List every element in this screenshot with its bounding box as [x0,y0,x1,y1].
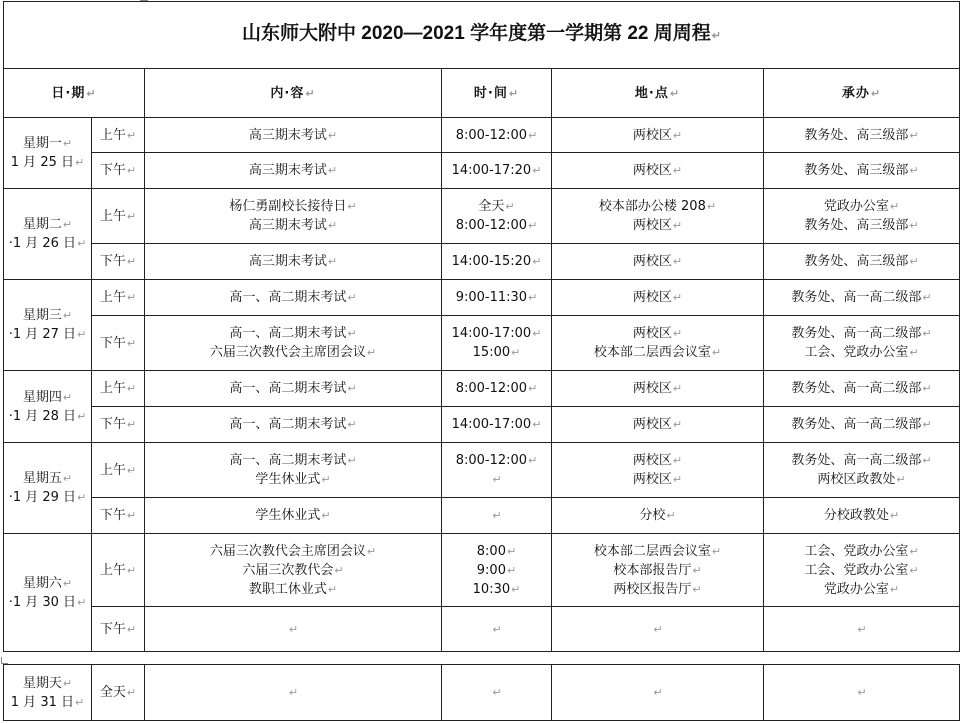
host-cell: 教务处、高三级部↵ [764,153,960,189]
sunday-half-cell: 全天↵ [92,665,145,721]
sunday-row [4,665,960,721]
place-cell: 两校区↵ [552,244,764,280]
place-cell: 两校区↵ [552,280,764,316]
half-day-cell: 下午↵ [92,407,145,443]
time-cell: ↵ [442,607,552,652]
content-cell: 高一、高二期末考试↵ 学生休业式↵ [145,443,442,498]
schedule-row [4,443,960,498]
header-place: 地·点↵ [552,69,764,118]
content-cell: 六届三次教代会主席团会议↵ 六届三次教代会↵ 教职工休业式↵ [145,534,442,607]
content-cell: 高一、高二期末考试↵ [145,280,442,316]
sunday-day-cell: 星期天↵ 1 月 31 日↵ [4,665,92,721]
schedule-row [4,189,960,244]
day-cell: 星期六↵ ·1 月 30 日↵ [4,534,92,652]
host-cell: 教务处、高一高二级部↵ [764,280,960,316]
schedule-table [3,1,960,652]
host-cell: 党政办公室↵ 教务处、高三级部↵ [764,189,960,244]
content-cell: 高三期末考试↵ [145,118,442,153]
time-cell: 14:00-17:00↵ 15:00↵ [442,316,552,371]
schedule-row [4,607,960,652]
host-cell: 分校政教处↵ [764,498,960,534]
time-cell: 8:00-12:00↵ [442,118,552,153]
schedule-row [4,153,960,189]
place-cell: 两校区↵ 两校区↵ [552,443,764,498]
sunday-content-cell: ↵ [145,665,442,721]
title-row [4,2,960,69]
half-day-cell: 上午↵ [92,280,145,316]
host-cell: 教务处、高一高二级部↵ 两校区政教处↵ [764,443,960,498]
half-day-cell: 下午↵ [92,316,145,371]
day-cell: 星期一↵ 1 月 25 日↵ [4,118,92,189]
schedule-row [4,280,960,316]
time-cell: 9:00-11:30↵ [442,280,552,316]
place-cell: 校本部办公楼 208↵ 两校区↵ [552,189,764,244]
half-day-cell: 上午↵ [92,534,145,607]
time-cell: 14:00-15:20↵ [442,244,552,280]
day-cell: 星期三↵ ·1 月 27 日↵ [4,280,92,371]
time-cell: 8:00↵ 9:00↵ 10:30↵ [442,534,552,607]
place-cell: 两校区↵ [552,407,764,443]
place-cell: 校本部二层西会议室↵ 校本部报告厅↵ 两校区报告厅↵ [552,534,764,607]
schedule-row [4,534,960,607]
day-cell: 星期四↵ ·1 月 28 日↵ [4,371,92,443]
schedule-row [4,371,960,407]
schedule-row [4,244,960,280]
header-content: 内·容↵ [145,69,442,118]
schedule-row [4,316,960,371]
header-time: 时·间↵ [442,69,552,118]
content-cell: 学生休业式↵ [145,498,442,534]
sunday-time-cell: ↵ [442,665,552,721]
host-cell: 教务处、高三级部↵ [764,244,960,280]
sunday-place-cell: ↵ [552,665,764,721]
header-host: 承办↵ [764,69,960,118]
host-cell: ↵ [764,607,960,652]
host-cell: 工会、党政办公室↵ 工会、党政办公室↵ 党政办公室↵ [764,534,960,607]
content-cell: 杨仁勇副校长接待日↵ 高三期末考试↵ [145,189,442,244]
place-cell: 两校区↵ [552,153,764,189]
half-day-cell: 下午↵ [92,244,145,280]
content-cell: 高一、高二期末考试↵ [145,407,442,443]
host-cell: 教务处、高一高二级部↵ [764,407,960,443]
time-cell: 14:00-17:20↵ [442,153,552,189]
half-day-cell: 上午↵ [92,189,145,244]
half-day-cell: 上午↵ [92,371,145,407]
host-cell: 教务处、高三级部↵ [764,118,960,153]
half-day-cell: 下午↵ [92,153,145,189]
place-cell: 分校↵ [552,498,764,534]
half-day-cell: 下午↵ [92,607,145,652]
time-cell: ↵ [442,498,552,534]
table-break-mark [1,657,8,664]
half-day-cell: 下午↵ [92,498,145,534]
time-cell: 8:00-12:00↵ ↵ [442,443,552,498]
sunday-host-cell: ↵ [764,665,960,721]
place-cell: 两校区↵ 校本部二层西会议室↵ [552,316,764,371]
half-day-cell: 上午↵ [92,443,145,498]
place-cell: 两校区↵ [552,118,764,153]
schedule-row [4,498,960,534]
content-cell: ↵ [145,607,442,652]
header-row [4,69,960,118]
place-cell: 两校区↵ [552,371,764,407]
time-cell: 8:00-12:00↵ [442,371,552,407]
content-cell: 高一、高二期末考试↵ [145,371,442,407]
half-day-cell: 上午↵ [92,118,145,153]
day-cell: 星期五↵ ·1 月 29 日↵ [4,443,92,534]
content-cell: 高三期末考试↵ [145,244,442,280]
host-cell: 教务处、高一高二级部↵ [764,371,960,407]
page-title: 山东师大附中 2020—2021 学年度第一学期第 22 周周程↵ [4,2,960,69]
content-cell: 高一、高二期末考试↵ 六届三次教代会主席团会议↵ [145,316,442,371]
schedule-row [4,118,960,153]
host-cell: 教务处、高一高二级部↵ 工会、党政办公室↵ [764,316,960,371]
content-cell: 高三期末考试↵ [145,153,442,189]
place-cell: ↵ [552,607,764,652]
day-cell: 星期二↵ ·1 月 26 日↵ [4,189,92,280]
time-cell: 全天↵ 8:00-12:00↵ [442,189,552,244]
schedule-row [4,407,960,443]
sunday-table [3,664,960,721]
time-cell: 14:00-17:00↵ [442,407,552,443]
header-date: 日·期↵ [4,69,145,118]
